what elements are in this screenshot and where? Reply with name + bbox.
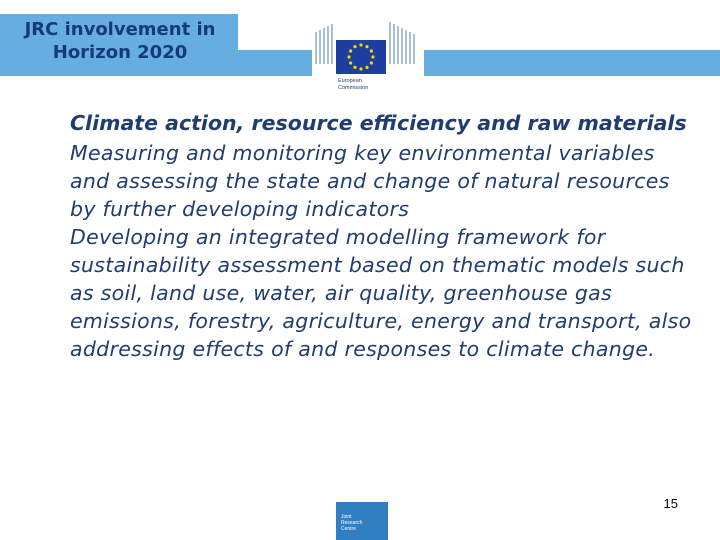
page-number: 15 <box>663 496 678 511</box>
header-band-right <box>238 50 720 76</box>
paragraph-2: Developing an integrated modelling framework for sustainability assessment based on thematic models such as soil, land use, water, air quality, greenhouse gas emissions, forestry, agriculture, energy and transport, also addressing effects of and responses to climate change. <box>70 225 692 361</box>
svg-text:Joint: Joint <box>341 514 352 520</box>
section-heading: Climate action, resource efficiency and raw materials <box>70 111 687 135</box>
european-commission-logo <box>312 12 424 96</box>
svg-text:Centre: Centre <box>341 526 357 532</box>
content-area <box>70 110 700 363</box>
paragraph-1: Measuring and monitoring key environmental variables and assessing the state and change of natural resources by further developing indicators <box>70 141 670 221</box>
svg-text:European: European <box>338 78 362 84</box>
jrc-logo <box>336 502 388 540</box>
title-box <box>0 14 238 76</box>
svg-text:Commission: Commission <box>338 85 369 91</box>
svg-text:Research: Research <box>341 520 363 526</box>
slide-title: JRC involvement in Horizon 2020 <box>24 19 216 63</box>
